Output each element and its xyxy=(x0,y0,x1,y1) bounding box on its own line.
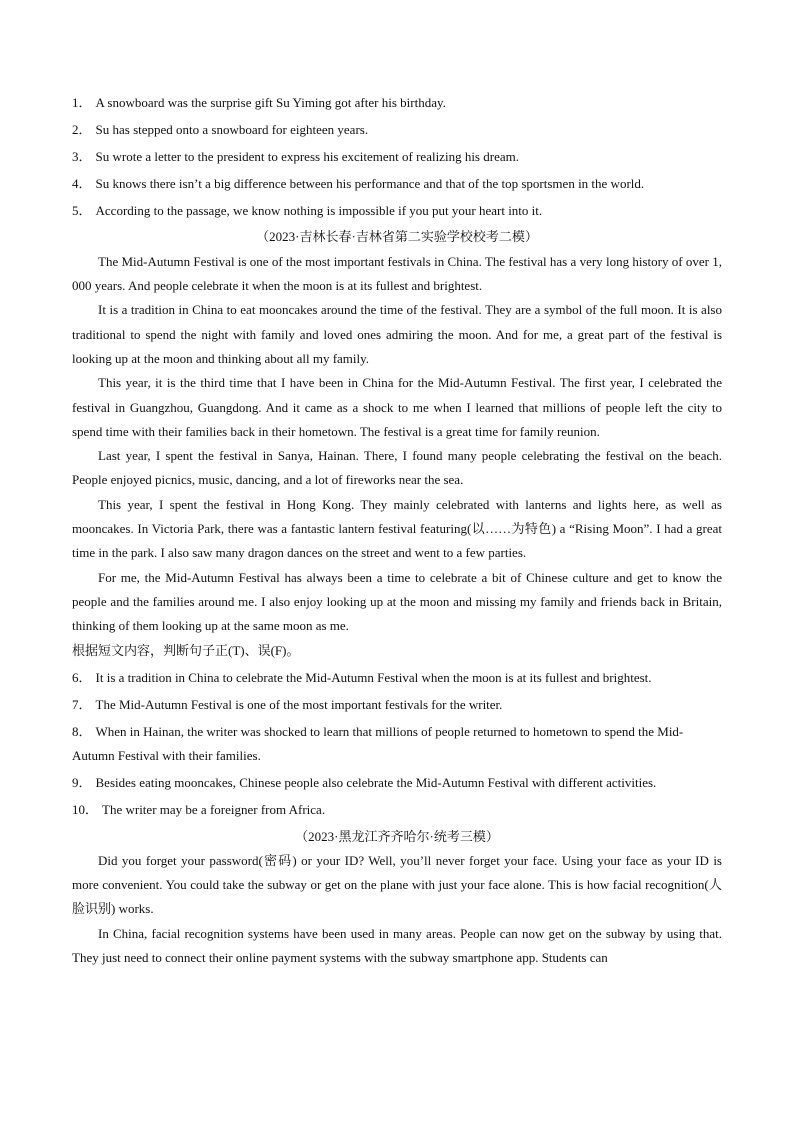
question-item xyxy=(72,118,722,142)
passage-paragraph: Did you forget your password(密码) or your ID? Well, you’ll never forget your face. Using your face as your ID is more convenient. You could take the subway or get on the plane with just your face alone. This is how facial recognition(人脸识别) works. xyxy=(72,852,722,917)
question-number: 4． xyxy=(72,175,92,191)
question-item xyxy=(72,693,722,717)
question-text: A snowboard was the surprise gift Su Yiming got after his birthday. xyxy=(95,95,446,110)
question-number: 8． xyxy=(72,723,92,739)
question-number: 5． xyxy=(72,202,92,218)
question-list-b xyxy=(72,666,722,822)
question-number: 1． xyxy=(72,95,92,110)
question-item xyxy=(72,145,722,169)
question-item xyxy=(72,771,722,795)
task-instruction: 根据短文内容，判断句子正(T)、误(F)。 xyxy=(72,642,300,658)
question-item xyxy=(72,720,722,769)
question-list-a xyxy=(72,91,722,223)
passage-paragraph: In China, facial recognition systems have been used in many areas. People can now get on the subway by using that. They just need to connect their online payment systems with the subway smartphone app. Students can xyxy=(72,925,722,966)
question-number: 6． xyxy=(72,669,92,685)
question-text: Su has stepped onto a snowboard for eighteen years. xyxy=(95,121,369,137)
question-number: 10． xyxy=(72,801,99,817)
question-text: Su wrote a letter to the president to express his excitement of realizing his dream. xyxy=(95,148,519,164)
question-text: The writer may be a foreigner from Africa. xyxy=(102,801,326,817)
question-item xyxy=(72,798,722,822)
passage-paragraph: This year, it is the third time that I have been in China for the Mid-Autumn Festival. The first year, I celebrated the festival in Guangzhou, Guangdong. And it came as a shock to me when I learned that millions of people left the city to spend time with their families back in their hometown. The festival is a great time for family reunion. xyxy=(72,375,722,439)
question-text: When in Hainan, the writer was shocked to learn that millions of people returned to hometown to spend the Mid-Autumn Festival with their families. xyxy=(72,723,684,763)
section-source-heading: （2023·黑龙江齐齐哈尔·统考三模） xyxy=(295,828,499,844)
reading-passage xyxy=(72,250,722,639)
question-text: It is a tradition in China to celebrate the Mid-Autumn Festival when the moon is at its fullest and brightest. xyxy=(95,669,652,685)
reading-passage xyxy=(72,849,722,970)
document-page xyxy=(72,91,722,970)
question-text: Su knows there isn’t a big difference between his performance and that of the top sportsmen in the world. xyxy=(95,175,645,191)
passage-paragraph: Last year, I spent the festival in Sanya, Hainan. There, I found many people celebrating the festival on the beach. People enjoyed picnics, music, dancing, and a lot of fireworks near the sea. xyxy=(72,448,722,488)
question-item xyxy=(72,199,722,223)
question-text: The Mid-Autumn Festival is one of the most important festivals for the writer. xyxy=(95,696,503,712)
question-number: 7． xyxy=(72,696,92,712)
question-text: According to the passage, we know nothing is impossible if you put your heart into it. xyxy=(95,202,543,218)
passage-paragraph: The Mid-Autumn Festival is one of the most important festivals in China. The festival has a very long history of over 1, 000 years. And people celebrate it when the moon is at its fullest and brightest. xyxy=(72,253,722,294)
passage-paragraph: This year, I spent the festival in Hong Kong. They mainly celebrated with lanterns and lights here, as well as mooncakes. In Victoria Park, there was a fantastic lantern festival featuring(以……为特色) a “Rising Moon”. I had a great time in the park. I also saw many dragon dances on the street and went to a few parties. xyxy=(72,496,722,561)
passage-paragraph: It is a tradition in China to eat mooncakes around the time of the festival. They are a symbol of the full moon. It is also traditional to spend the night with family and loved ones admiring the moon. And for me, a great part of the festival is looking up at the moon and thinking about all my family. xyxy=(72,302,722,366)
question-number: 9． xyxy=(72,774,92,790)
question-item xyxy=(72,666,722,690)
question-number: 2． xyxy=(72,121,92,137)
question-item xyxy=(72,91,722,115)
passage-paragraph: For me, the Mid-Autumn Festival has always been a time to celebrate a bit of Chinese culture and get to know the people and the families around me. I also enjoy looking up at the moon and missing my family and friends back in Britain, thinking of them looking up at the same moon as me. xyxy=(72,569,722,634)
question-number: 3． xyxy=(72,148,92,164)
question-text: Besides eating mooncakes, Chinese people also celebrate the Mid-Autumn Festival with different activities. xyxy=(95,774,657,790)
question-item xyxy=(72,172,722,196)
section-source-heading: （2023·吉林长春·吉林省第二实验学校校考二模） xyxy=(256,229,538,245)
